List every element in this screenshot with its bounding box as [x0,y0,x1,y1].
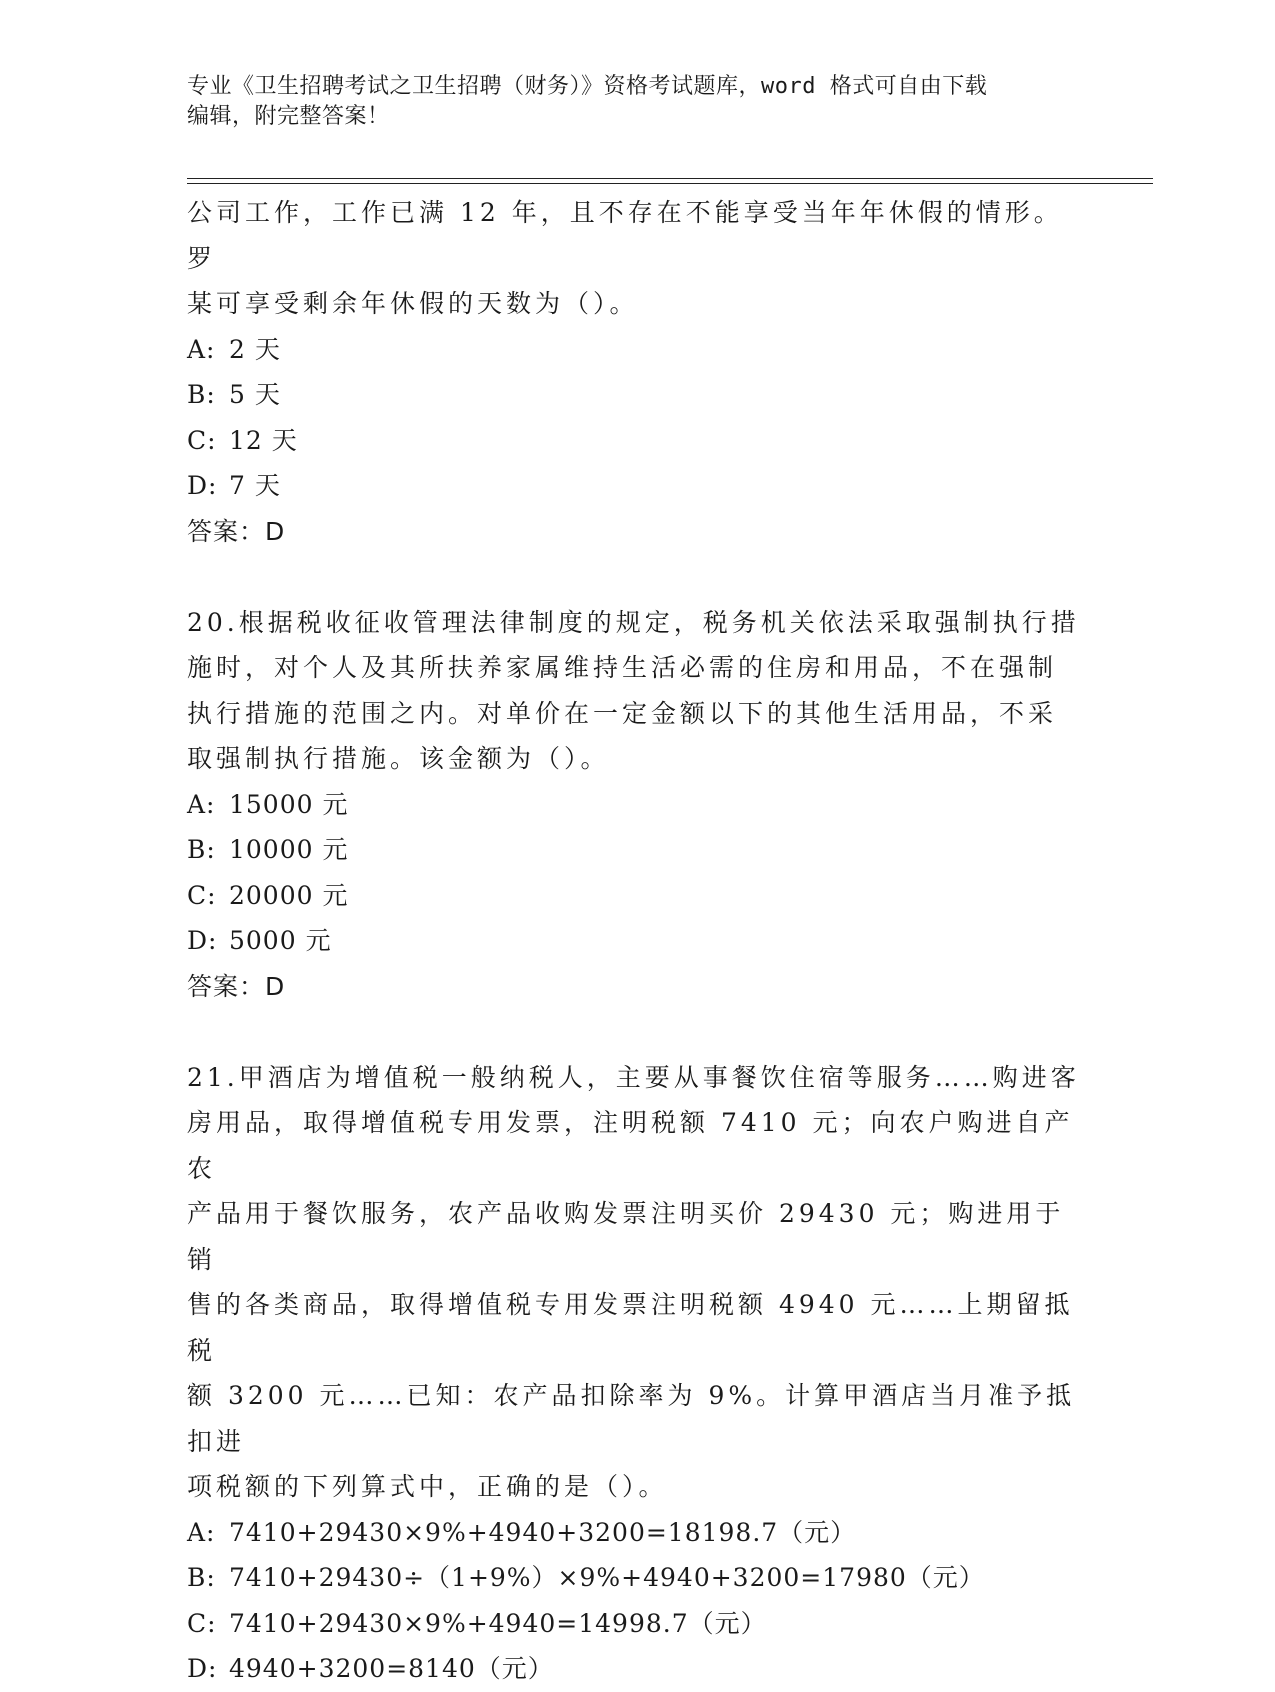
option-key: B: [187,380,216,409]
option-d [187,463,1087,509]
option-key: D: [187,471,218,500]
header-divider-bottom [187,183,1153,184]
option-d [187,918,1087,964]
option-c [187,873,1087,919]
question-text-line: 21.甲酒店为增值税一般纳税人，主要从事餐饮住宿等服务……购进客 [187,1062,1080,1092]
question-text-line: 产品用于餐饮服务，农产品收购发票注明买价 29430 元；购进用于销 [187,1199,1065,1274]
option-key: D: [187,926,218,955]
header-line-1: 专业《卫生招聘考试之卫生招聘（财务）》资格考试题库，word 格式可自由下载 [187,74,988,99]
option-text: 4940+3200=8140（元） [229,1654,554,1683]
option-a [187,1510,1087,1556]
option-key: D: [187,1654,218,1683]
option-key: C: [187,1608,217,1638]
question-text-line: 公司工作，工作已满 12 年，且不存在不能享受当年年休假的情形。罗 [187,198,1063,273]
question-block [187,1055,1087,1692]
answer-line: 答案：D [187,516,286,546]
option-text: 5 天 [229,380,281,409]
option-key: B: [187,835,216,864]
option-text: 7 天 [229,471,281,500]
option-text: 15000 元 [229,789,349,819]
option-text: 5000 元 [229,926,332,955]
question-text-line: 某可享受剩余年休假的天数为（）。 [187,289,639,318]
spacer [187,1009,1087,1055]
question-block [187,600,1087,1010]
spacer [187,554,1087,600]
option-key: B: [187,1563,216,1592]
question-text-line: 额 3200 元……已知：农产品扣除率为 9%。计算甲酒店当月准予抵扣进 [187,1381,1076,1456]
question-text-line: 房用品，取得增值税专用发票，注明税额 7410 元；向农户购进自产农 [187,1108,1074,1183]
option-c [187,418,1087,464]
question-text-line: 施时，对个人及其所扶养家属维持生活必需的住房和用品，不在强制 [187,653,1058,682]
option-key: A: [187,1517,216,1547]
option-a [187,782,1087,828]
header-line-2: 编辑，附完整答案！ [187,104,390,129]
option-b [187,1555,1087,1601]
header-divider-top [187,178,1153,179]
option-a [187,327,1087,373]
question-text-line: 售的各类商品，取得增值税专用发票注明税额 4940 元……上期留抵税 [187,1290,1074,1365]
option-text: 7410+29430×9%+4940+3200=18198.7（元） [229,1517,857,1547]
option-text: 2 天 [229,334,281,364]
option-text: 12 天 [229,425,298,455]
option-key: A: [187,789,216,819]
option-key: C: [187,880,217,910]
question-text-line: 项税额的下列算式中，正确的是（）。 [187,1472,668,1501]
option-text: 20000 元 [229,880,349,910]
option-c [187,1601,1087,1647]
document-body [187,190,1087,1692]
question-text-line: 执行措施的范围之内。对单价在一定金额以下的其他生活用品，不采 [187,698,1058,728]
option-text: 10000 元 [229,835,349,864]
option-key: C: [187,425,217,455]
option-key: A: [187,334,216,364]
option-d [187,1646,1087,1692]
answer-line: 答案：D [187,971,286,1001]
option-b [187,372,1087,418]
option-text: 7410+29430×9%+4940=14998.7（元） [229,1608,767,1638]
question-block [187,190,1087,554]
document-header [187,72,1087,132]
option-b [187,827,1087,873]
question-text-line: 20.根据税收征收管理法律制度的规定，税务机关依法采取强制执行措 [187,607,1080,637]
question-text-line: 取强制执行措施。该金额为（）。 [187,744,610,773]
option-text: 7410+29430÷（1+9%）×9%+4940+3200=17980（元） [229,1563,985,1592]
